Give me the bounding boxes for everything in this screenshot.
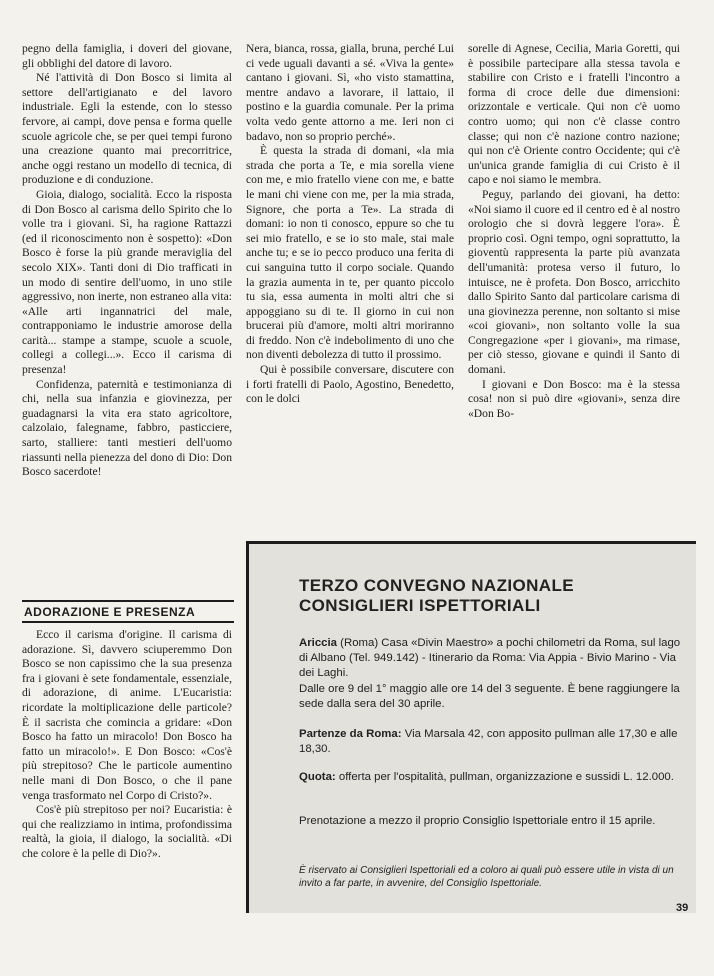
- paragraph: Ecco il carisma d'origine. Il carisma di adorazione. Sì, davvero sciuperemmo Don Bosco se non capissimo che la sua presenza fra i giovani è sete fondamentale, essenziale, di adorazione, di anime. L'Eucaristia: ricordate la moltiplicazione delle particole? È il sacrista che comincia a gridare: «Don Bosco ha fatto un miracolo! Don Bosco ha fatto un miracolo!». E Don Bosco: «Cos'è più strepitoso? Che le particole aumentino nelle mani di Don Bosco, o che il pane venga trasformato nel Corpo di Cristo?».: [22, 628, 232, 802]
- departure-label: Partenze da Roma:: [299, 728, 402, 740]
- announcement-title: [299, 576, 689, 616]
- location-paragraph: [299, 636, 689, 681]
- section-heading: ADORAZIONE E PRESENZA: [22, 600, 234, 623]
- fee-label: Quota:: [299, 771, 336, 783]
- departure-text: Via Marsala 42, con apposito pullman alle 17,30 e alle 18,30.: [299, 728, 678, 755]
- announcement-title-line: TERZO CONVEGNO NAZIONALE: [299, 576, 574, 595]
- text-column-1-continued: [22, 628, 232, 862]
- paragraph: I giovani e Don Bosco: ma è la stessa cosa! non si può dire «giovani», senza dire «Don Bo-: [468, 377, 680, 420]
- paragraph: Cos'è più strepitoso per noi? Eucaristia: è qui che realizziamo in intima, profondissima realtà, la gioia, il dialogo, la socialità. «Di che colore è la pelle di Dio?».: [22, 803, 232, 860]
- paragraph: Né l'attività di Don Bosco si limita al settore dell'artigianato e del lavoro industriale. Egli la estende, con lo stesso fervore, ai campi, dove pensa e forma quelle scuole agricole che, se per quei tempi furono una creazione quanto mai precorritrice, anche oggi restano un modello di tecnica, di produzione e di conduzione.: [22, 71, 232, 187]
- paragraph: sorelle di Agnese, Cecilia, Maria Goretti, qui è possibile partecipare alla stessa tavola e stabilire con Cristo e i fratelli l'incontro a forma di croce delle due dimensioni: orizzontale e verticale. Qui non c'è uomo contro uomo; qui non c'è classe contro classe; qui non c'è nazione contro nazione; qui non c'è Oriente contro Occidente; qui c'è un'unica grande famiglia di cui Cristo è il capo e noi siamo le membra.: [468, 42, 680, 187]
- page-number: 39: [676, 902, 689, 914]
- text-column-3: [468, 42, 680, 421]
- paragraph: È questa la strada di domani, «la mia strada che porta a Te, e mia sorella viene con me, e mio fratello viene con me, e batte le mani chi viene con me, per la mia strada, Signore, che porta a Te». La strada di domani: io non ti conosco, eppure so che tu sei mio fratello, e se io sto male, stai male anche tu; e se io pecco produco una ferita di cui sanguina tutto il corpo sociale. Quando la grazia aumenta in te, per quanto piccolo tu sia, essa aumenta in molti altri che si appoggiano su di te. Il giorno in cui non brucerai più d'amore, molti altri moriranno di freddo. Non c'è indebolimento di uno che non diventi debolezza di tutto il prossimo.: [246, 144, 454, 362]
- paragraph: Confidenza, paternità e testimonianza di chi, nella sua infanzia e giovinezza, per guadagnarsi la vita era stato agricoltore, calzolaio, falegname, fabbro, pasticciere, sarto, stalliere: tanti mestieri dell'uomo riassunti nella pienezza del dono di Dio: Don Bosco sacerdote!: [22, 377, 232, 479]
- fee-text: offerta per l'ospitalità, pullman, organizzazione e sussidi L. 12.000.: [338, 771, 674, 783]
- paragraph: pegno della famiglia, i doveri del giovane, gli obblighi del datore di lavoro.: [22, 42, 232, 70]
- paragraph: Peguy, parlando dei giovani, ha detto: «Noi siamo il cuore ed il centro ed è al nostro orologio che si dovrà leggere l'ora». È proprio così. Ogni tempo, ogni soprattutto, la gioventù rappresenta la parte più avanzata dell'umanità: protesa verso il futuro, lo intuisce, ne è profeta. Don Bosco, arricchito dallo Spirito Santo dal particolare carisma di una giovinezza perenne, non soltanto si mise «coi giovani», non soltanto volle la sua Congregazione «per i giovani», ma rimase, per ciò stesso, giovane e quindi il Santo di domani.: [468, 187, 680, 377]
- paragraph: Qui è possibile conversare, discutere con i forti fratelli di Paolo, Agostino, Benedetto, con le dolci: [246, 363, 454, 406]
- fee-paragraph: [299, 770, 689, 785]
- footnote: È riservato ai Consiglieri Ispettoriali ed a coloro ai quali può essere utile in vista di un invito a far parte, in avvenire, del Consiglio Ispettoriale.: [299, 865, 674, 889]
- location-text: (Roma) Casa «Divin Maestro» a pochi chilometri da Roma, sul lago di Albano (Tel. 949.142) - Itinerario da Roma: Via Appia - Bivio Marino - Via dei Laghi.: [299, 637, 681, 679]
- departure-paragraph: [299, 727, 689, 757]
- dates-paragraph: Dalle ore 9 del 1° maggio alle ore 14 del 3 seguente. È bene raggiungere la sede dalla sera del 30 aprile.: [299, 683, 680, 710]
- text-column-2: [246, 42, 454, 407]
- paragraph: Nera, bianca, rossa, gialla, bruna, perché Lui ci vede uguali davanti a sé. «Viva la gente» cantano i giovani. Sì, «ho visto stamattina, mentre andavo a lavorare, il lattaio, il postino e la guardia comunale. Per la prima volta vedo gente attorno a me. Ieri non ci badavo, non so proprio perché».: [246, 42, 454, 143]
- text-column-1: [22, 42, 232, 480]
- announcement-title-line: CONSIGLIERI ISPETTORIALI: [299, 596, 541, 615]
- booking-paragraph: Prenotazione a mezzo il proprio Consiglio Ispettoriale entro il 15 aprile.: [299, 815, 656, 827]
- paragraph: Gioia, dialogo, socialità. Ecco la risposta di Don Bosco al carisma dello Spirito che lo volle tra i giovani. Sì, ha ragione Rattazzi (ed il riconoscimento non è sospetto): «Don Bosco è forse la più grande meraviglia del secolo XIX». Tanti doni di Dio trafficati in un modo di sentire dell'uomo, in uno stile aggressivo, non inerte, non estraneo alla vita: «Alle arti ingannatrici del male, contrapponiamo le industrie amorose della carità... stampe a stampe, scuole a scuole, collegi a collegi...». Ecco il carisma di presenza!: [22, 187, 232, 377]
- announcement-box: [246, 541, 696, 913]
- location-label: Ariccia: [299, 637, 337, 649]
